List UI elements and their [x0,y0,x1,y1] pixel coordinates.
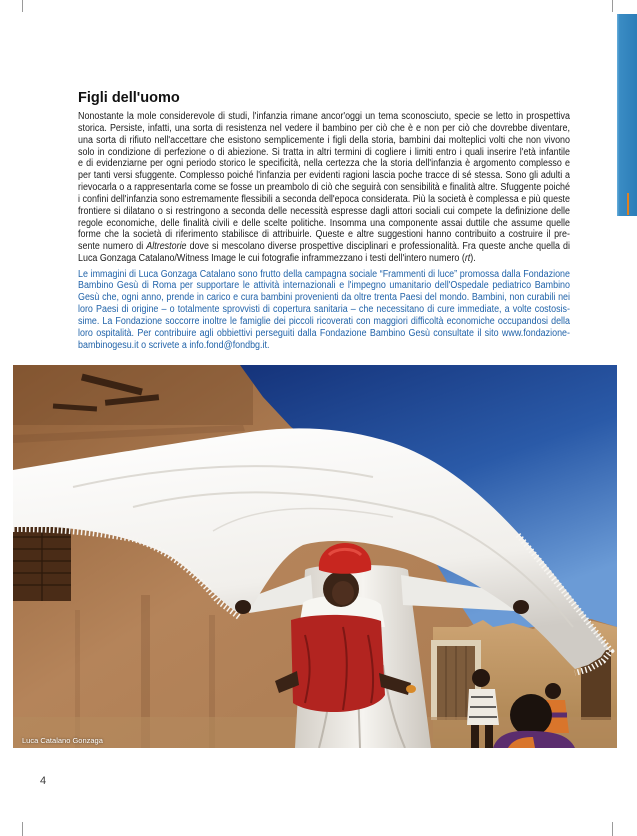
text-run: ). [470,253,476,265]
note-line [78,316,570,328]
body-line [78,218,570,230]
section-tab-mark [627,193,629,215]
magazine-name-italic: Altrestorie [146,241,187,253]
note-line [78,280,570,292]
body-line [78,182,570,194]
body-line-text: e di evidenziarne per ogni periodo storico le specificità, nella certezza che la storia dell'infanzia è argomento complesso e [78,158,570,170]
note-line [78,328,570,340]
body-line-text: regole economiche, delle finalità civili e delle scelte politiche. Insomma una componente assai duttile che assume quelle [78,217,570,229]
child-leg [471,725,479,748]
child-face [332,581,354,605]
note-line [78,304,570,316]
right-hand [513,600,529,614]
body-line [78,253,570,265]
article-title: Figli dell'uomo [78,90,180,106]
body-line [78,229,570,241]
child-head [510,694,552,736]
body-line-text: storica. Persiste, infatti, una sorta di resistenza nel vedere il bambino per ciò che è e non per ciò che dovrebbe diventare, [78,122,570,134]
body-line [78,206,570,218]
wall-shadow [13,365,253,425]
body-line [78,170,570,182]
note-line-text: Le immagini di Luca Gonzaga Catalano sono frutto della campagna sociale “Frammenti di luce” promossa dalla Fondazione [78,268,570,280]
note-line-text: Gesù che, ogni anno, prende in carico e cura bambini provenienti da oltre trenta Paesi del mondo. Bambini, non curabili nei [78,292,570,304]
note-line-text: loro Paesi di origine – o totalmente sprovvisti di copertura sanitaria – che necessitano di cure immediate, a volte costosis- [78,304,570,316]
photo [13,365,617,748]
body-line-text: rievocarla o a rappresentarla come se fosse un preambolo di ciò che seguirà con sensibilità e finalità altre. Sfuggente poiché [78,182,570,194]
note-line [78,340,570,352]
body-line [78,135,570,147]
note-line-text: Bambino Gesù di Roma per supportare le attività internazionali e l'impegno umanitario dell'Ospedale pediatrico Bambino [78,280,570,292]
section-color-tab [617,14,637,216]
window-shutter [13,525,71,601]
body-line-text: una sorta di rifiuto nell'accettare che esistono semplicemente i figli della storia, bambini dai molteplici volti che non vivono [78,134,570,146]
text-run: Luca Gonzaga Catalano/Witness Image le cui fotografie inframmezzano i testi dell'intero numero ( [78,253,465,265]
author-initials-italic: rt [464,253,471,265]
red-baby-carrier [291,615,385,712]
child-head [545,683,561,699]
note-line-text: loro ospitalità. Per contribuire agli obbiettivi perseguiti dalla Fondazione Bambino Gesù consultate il sito www.fondazione- [78,327,570,339]
note-line [78,269,570,281]
body-line [78,111,570,123]
article-body [78,111,570,265]
photo-credit-note [78,269,570,352]
left-hand [235,600,251,614]
crop-mark-top-left [22,0,23,12]
crop-mark-bottom-left [22,822,23,836]
body-line [78,194,570,206]
body-line [78,123,570,135]
body-line-text: Nonostante la mole considerevole di studi, l'infanzia rimane ancor'oggi un tema sconosciuto, specie se letto in prospettiva [78,111,570,122]
body-line [78,241,570,253]
body-line-text: forme che la società di riferimento stabilisce di attribuirle. Queste e altre suggestioni hanno contribuito a costruire il pre- [78,229,570,241]
crop-mark-top-right [612,0,613,12]
note-line [78,292,570,304]
body-line-text: frontiere si dilatano o si restringono a seconda delle necessità espresse dagli attori sociali cui compete la definizione delle [78,205,570,217]
body-line-text: per tanti versi sfuggente. Complesso poiché l'infanzia per evidenti ragioni lascia poche tracce di sé stessa. Sono gli adulti a [78,170,570,182]
body-line [78,158,570,170]
note-line-text: sime. La Fondazione soccorre inoltre le famiglie dei piccoli ricoverati con maggiori difficoltà economiche occupandosi della [78,315,570,327]
text-run: dove si mescolano diverse prospettive disciplinari e professionalità. Fra queste anche quella di [186,241,570,253]
text-run: sente numero di [78,241,147,253]
body-line-text: i confini dell'infanzia sono estremamente flessibili a seconda dell'epoca considerata. Più la società è complessa e più queste [78,193,570,205]
photo-illustration [13,365,617,748]
body-line-text [78,253,476,265]
sandal [406,685,416,693]
body-line-text [78,241,570,253]
photo-caption: Luca Catalano Gonzaga [22,736,103,745]
child-leg [485,725,493,748]
page-number: 4 [40,775,47,787]
child-head [472,669,490,687]
crop-mark-bottom-right [612,822,613,836]
body-line [78,147,570,159]
note-line-text: bambinogesu.it o scrivete a info.fond@fondbg.it. [78,339,270,351]
body-line-text: solo in condizione di perfezione o di abiezione. Si tratta in altri termini di cogliere i limiti entro i quali inserire l'età infantile [78,146,570,158]
